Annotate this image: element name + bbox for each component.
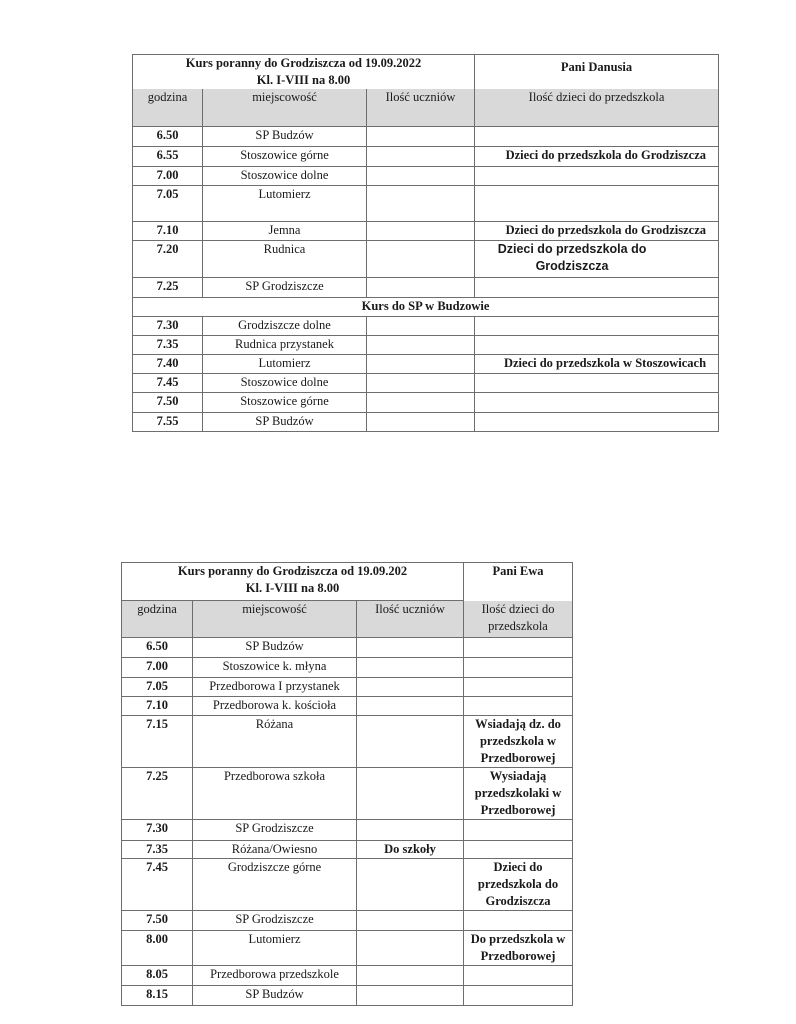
row-students [367, 412, 475, 431]
row-students [357, 678, 464, 697]
table-row [133, 316, 719, 335]
row-note [464, 820, 573, 841]
schedule-table-danusia [132, 54, 719, 432]
row-students [367, 221, 475, 240]
row-students [357, 768, 464, 820]
row-time: 7.50 [133, 392, 203, 412]
row-note [475, 166, 719, 185]
row-students [367, 316, 475, 335]
row-students [357, 638, 464, 658]
row-students [357, 820, 464, 841]
row-place: Lutomierz [193, 931, 357, 966]
table-title-row [122, 563, 573, 601]
table-row [133, 412, 719, 431]
title-line-1: Kurs poranny do Grodziszcza od 19.09.202 [177, 564, 408, 578]
row-place: SP Grodziszcze [193, 820, 357, 841]
row-students [367, 240, 475, 277]
row-place: Przedborowa k. kościoła [193, 697, 357, 716]
row-note [464, 986, 573, 1006]
row-note [464, 841, 573, 859]
row-students [357, 658, 464, 678]
row-time: 7.05 [122, 678, 193, 697]
row-note-text: Dzieci do przedszkola do Grodziszcza [497, 241, 647, 273]
row-place: SP Budzów [203, 126, 367, 146]
table-row [133, 221, 719, 240]
driver-name: Pani Danusia [475, 55, 719, 90]
schedule-table-ewa [121, 562, 573, 1006]
row-note: Wsiadają dz. do przedszkola w Przedborowej [464, 716, 573, 768]
row-note [464, 678, 573, 697]
row-place: Stoszowice k. młyna [193, 658, 357, 678]
row-note: Dzieci do przedszkola w Stoszowicach [475, 354, 719, 373]
row-place: Stoszowice dolne [203, 373, 367, 392]
row-time: 7.40 [133, 354, 203, 373]
table-row [122, 658, 573, 678]
row-time: 7.15 [122, 716, 193, 768]
row-place: Grodziszcze górne [193, 859, 357, 911]
row-time: 7.35 [122, 841, 193, 859]
row-place: Rudnica [203, 240, 367, 277]
table-row [133, 185, 719, 221]
table-row [122, 966, 573, 986]
row-note [475, 126, 719, 146]
row-place: SP Grodziszcze [203, 277, 367, 297]
row-students [357, 697, 464, 716]
table-row [122, 638, 573, 658]
row-time: 7.10 [133, 221, 203, 240]
row-students: Do szkoły [357, 841, 464, 859]
row-students [357, 911, 464, 931]
table-row [133, 126, 719, 146]
row-place: SP Grodziszcze [193, 911, 357, 931]
title-line-2: Kl. I-VIII na 8.00 [245, 581, 340, 595]
row-students [357, 931, 464, 966]
row-time: 7.00 [133, 166, 203, 185]
table-title [122, 563, 464, 601]
header-time: godzina [133, 89, 203, 126]
row-students [367, 277, 475, 297]
row-place: Rudnica przystanek [203, 335, 367, 354]
row-place: Stoszowice dolne [203, 166, 367, 185]
row-time: 7.55 [133, 412, 203, 431]
table-row [122, 678, 573, 697]
row-note [464, 638, 573, 658]
row-students [357, 966, 464, 986]
table-row [133, 373, 719, 392]
row-time: 7.20 [133, 240, 203, 277]
row-time: 7.05 [133, 185, 203, 221]
row-students [367, 354, 475, 373]
header-row [122, 601, 573, 638]
row-time: 7.30 [133, 316, 203, 335]
header-students: Ilość uczniów [357, 601, 464, 638]
row-students [367, 392, 475, 412]
header-students: Ilość uczniów [367, 89, 475, 126]
row-place: Przedborowa I przystanek [193, 678, 357, 697]
header-row [133, 89, 719, 126]
row-students [357, 716, 464, 768]
header-place: miejscowość [203, 89, 367, 126]
table-row [122, 697, 573, 716]
table-row [122, 768, 573, 820]
row-students [357, 986, 464, 1006]
row-time: 7.10 [122, 697, 193, 716]
row-time: 6.50 [122, 638, 193, 658]
row-time: 7.25 [133, 277, 203, 297]
row-time: 8.05 [122, 966, 193, 986]
row-place: SP Budzów [193, 986, 357, 1006]
row-note: Wysiadają przedszkolaki w Przedborowej [464, 768, 573, 820]
table-row [122, 986, 573, 1006]
table-row [133, 240, 719, 277]
row-place: Różana [193, 716, 357, 768]
row-place: Przedborowa przedszkole [193, 966, 357, 986]
row-note [475, 392, 719, 412]
table-row [133, 277, 719, 297]
row-time: 7.30 [122, 820, 193, 841]
row-place: Różana/Owiesno [193, 841, 357, 859]
table-row [122, 820, 573, 841]
row-note [475, 373, 719, 392]
row-students [367, 126, 475, 146]
row-note [475, 185, 719, 221]
section-row [133, 297, 719, 316]
table-title-row [133, 55, 719, 90]
row-students [367, 146, 475, 166]
table-row [122, 859, 573, 911]
row-note [475, 277, 719, 297]
row-note [475, 412, 719, 431]
row-time: 7.00 [122, 658, 193, 678]
row-note [464, 911, 573, 931]
table-title [133, 55, 475, 90]
row-time: 8.15 [122, 986, 193, 1006]
row-note [464, 658, 573, 678]
row-students [367, 166, 475, 185]
row-time: 6.55 [133, 146, 203, 166]
row-time: 6.50 [133, 126, 203, 146]
table-row [133, 392, 719, 412]
row-place: SP Budzów [203, 412, 367, 431]
row-time: 7.45 [133, 373, 203, 392]
row-note [475, 335, 719, 354]
table-row [122, 841, 573, 859]
section-label: Kurs do SP w Budzowie [133, 297, 719, 316]
row-note: Dzieci do przedszkola do Grodziszcza [475, 221, 719, 240]
row-time: 7.45 [122, 859, 193, 911]
row-time: 7.25 [122, 768, 193, 820]
driver-name: Pani Ewa [464, 563, 573, 601]
title-line-2: Kl. I-VIII na 8.00 [256, 73, 351, 87]
header-preschool: Ilość dzieci do przedszkola [475, 89, 719, 126]
row-place: Lutomierz [203, 185, 367, 221]
row-note: Dzieci do przedszkola do Grodziszcza [475, 146, 719, 166]
row-students [367, 373, 475, 392]
row-students [367, 335, 475, 354]
table-row [133, 146, 719, 166]
row-students [357, 859, 464, 911]
row-students [367, 185, 475, 221]
row-place: Grodziszcze dolne [203, 316, 367, 335]
title-line-1: Kurs poranny do Grodziszcza od 19.09.2022 [185, 56, 422, 70]
row-note [475, 316, 719, 335]
header-place: miejscowość [193, 601, 357, 638]
row-place: Stoszowice górne [203, 392, 367, 412]
row-time: 7.50 [122, 911, 193, 931]
row-time: 7.35 [133, 335, 203, 354]
table-row [133, 335, 719, 354]
table-row [122, 716, 573, 768]
row-place: Lutomierz [203, 354, 367, 373]
row-place: Jemna [203, 221, 367, 240]
table-row [122, 911, 573, 931]
row-time: 8.00 [122, 931, 193, 966]
row-note [464, 697, 573, 716]
row-note: Do przedszkola w Przedborowej [464, 931, 573, 966]
header-time: godzina [122, 601, 193, 638]
table-row [122, 931, 573, 966]
row-place: Stoszowice górne [203, 146, 367, 166]
row-note [475, 240, 719, 277]
table-row [133, 354, 719, 373]
table-row [133, 166, 719, 185]
row-note [464, 966, 573, 986]
header-preschool: Ilość dzieci do przedszkola [464, 601, 573, 638]
row-note: Dzieci do przedszkola do Grodziszcza [464, 859, 573, 911]
row-place: Przedborowa szkoła [193, 768, 357, 820]
row-place: SP Budzów [193, 638, 357, 658]
